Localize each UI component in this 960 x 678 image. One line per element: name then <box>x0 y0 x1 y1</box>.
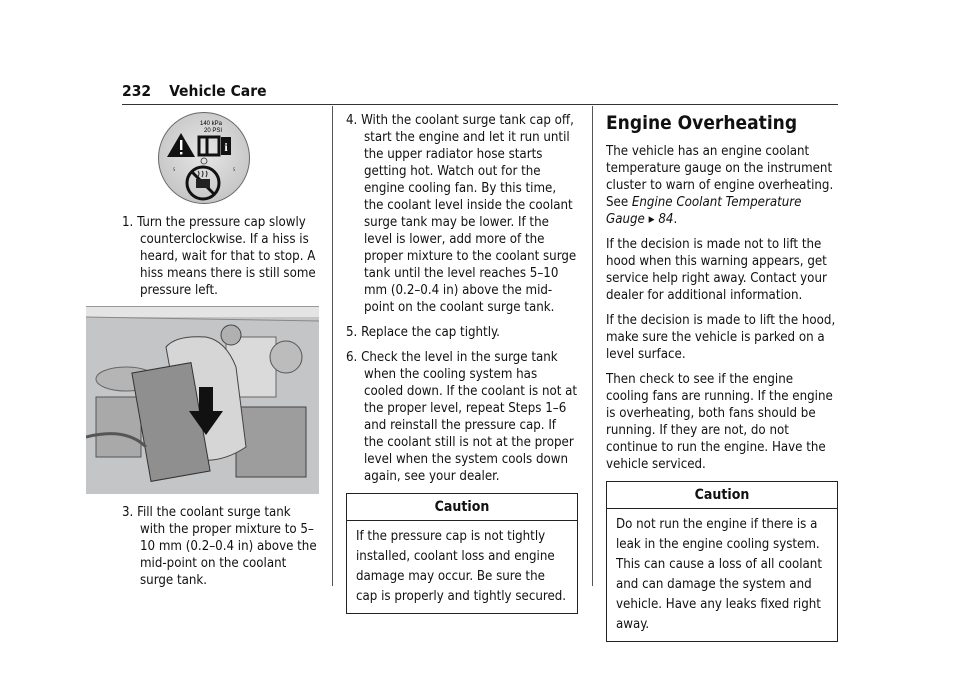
step-5: 5. Replace the cap tightly. <box>346 325 500 340</box>
cap-pressure-kpa: 140 kPa <box>199 121 223 127</box>
step-1: 1. Turn the pressure cap slowly counterclockwise. If a hiss is heard, wait for that to stop. A hiss means there is still some pressure left. <box>122 215 316 298</box>
page-reference[interactable]: 84 <box>658 212 674 227</box>
left-column-lower <box>122 504 318 597</box>
overheating-para-2: If the decision is made not to lift the hood when this warning appears, get service help right away. Contact your dealer for additional information. <box>606 237 827 303</box>
caution-box-pressure-cap <box>346 493 578 614</box>
page-header <box>122 82 267 100</box>
step-3: 3. Fill the coolant surge tank with the proper mixture to 5–10 mm (0.2–0.4 in) above the mid-point on the coolant surge tank. <box>122 505 317 588</box>
page-number: 232 <box>122 82 152 100</box>
cap-pressure-psi: 20 PSI <box>203 128 223 134</box>
column-divider-1 <box>332 106 333 586</box>
caution-text: Do not run the engine if there is a leak in the engine cooling system. This can cause a loss of all coolant and can damage the system and vehicle. Have any leaks fixed right away. <box>616 517 822 632</box>
pressure-cap-illustration <box>159 113 249 203</box>
page-ref-icon: ▸ <box>648 212 655 227</box>
column-divider-2 <box>592 106 593 586</box>
svg-text:S: S <box>173 167 176 172</box>
header-rule <box>122 104 838 105</box>
caution-title: Caution <box>607 482 837 509</box>
caution-box-leak <box>606 481 838 642</box>
engine-bay-image <box>86 306 319 494</box>
svg-text:i: i <box>224 140 228 154</box>
caution-title: Caution <box>347 494 577 521</box>
engine-bay-illustration <box>86 307 319 494</box>
caution-text: If the pressure cap is not tightly installed, coolant loss and engine damage may occur. Be sure the cap is properly and tightly secured. <box>356 529 567 604</box>
svg-text:S: S <box>233 167 236 172</box>
manual-book-icon <box>199 137 219 155</box>
pressure-cap-label-image <box>158 112 250 204</box>
gauge-reference-link[interactable]: Engine Coolant Temperature Gauge <box>606 195 802 227</box>
overheating-para-1: The vehicle has an engine coolant temperature gauge on the instrument cluster to warn of engine overheating. See Engine Coolant Temperature Gauge ▸ 84. <box>606 144 834 227</box>
middle-column <box>346 112 578 614</box>
overheating-para-4: Then check to see if the engine cooling fans are running. If the engine is overheating, both fans should be running. If they are not, do not continue to run the engine. Have the vehicle serviced. <box>606 372 833 472</box>
step-4: 4. With the coolant surge tank cap off, start the engine and let it run until the upper radiator hose starts getting hot. Watch out for the engine cooling fan. By this time, the coolant level inside the coolant surge tank may be lower. If the level is lower, add more of the proper mixture to the coolant surge tank until the level reaches 5–10 mm (0.2–0.4 in) above the mid-point on the coolant surge tank. <box>346 113 577 315</box>
engine-overheating-heading: Engine Overheating <box>606 112 798 134</box>
overheating-para-3: If the decision is made to lift the hood, make sure the vehicle is parked on a level surface. <box>606 313 836 362</box>
section-title: Vehicle Care <box>169 82 267 100</box>
step-6: 6. Check the level in the surge tank when the cooling system has cooled down. If the coolant is not at the proper level, repeat Steps 1–6 and reinstall the pressure cap. If the coolant still is not at the proper level when the system cools down again, see your dealer. <box>346 350 578 484</box>
right-column <box>606 112 838 642</box>
